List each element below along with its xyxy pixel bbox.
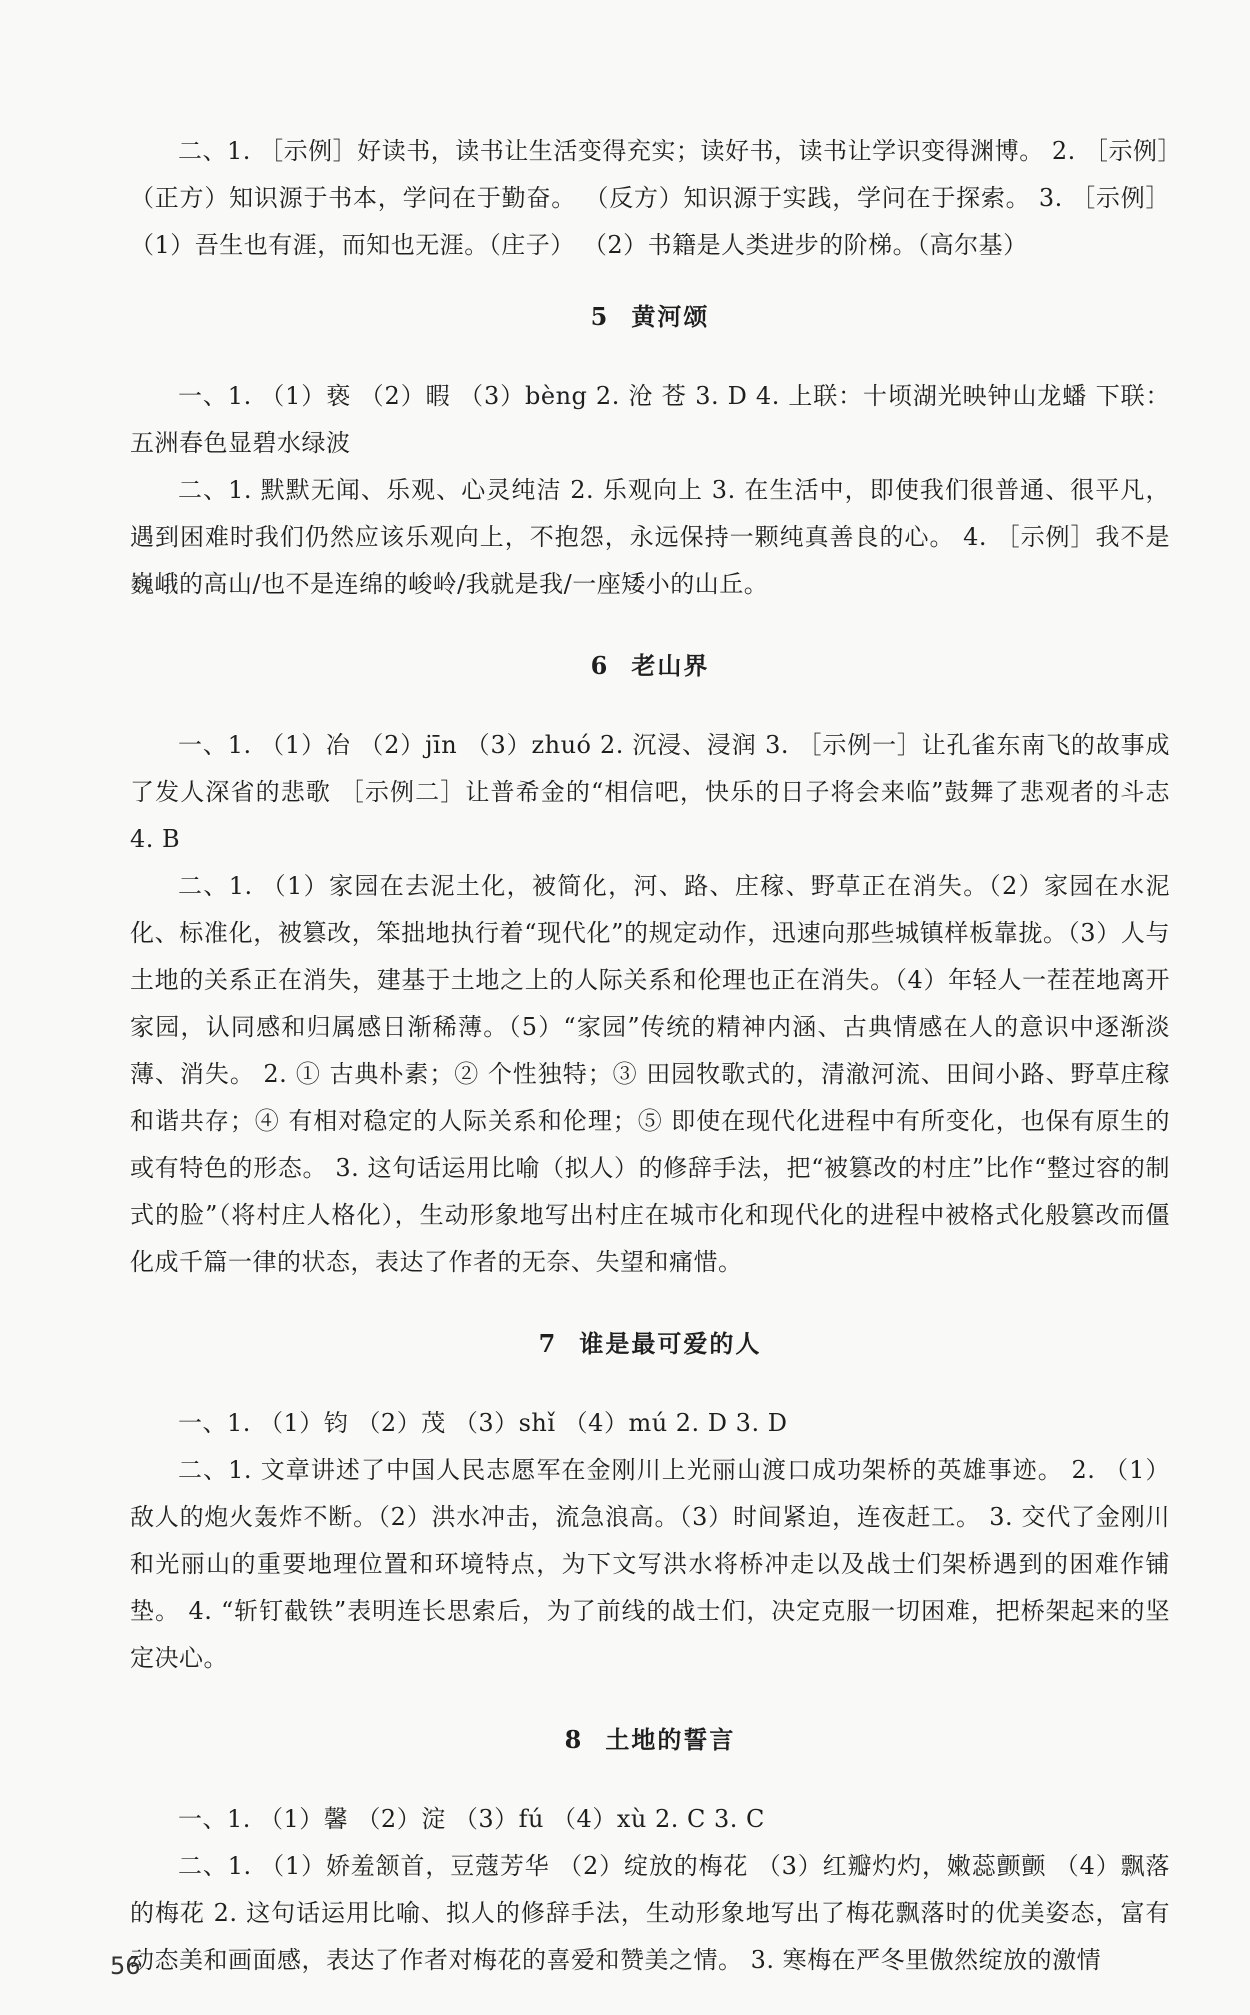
section-title-text: 土地的誓言 [605,1725,736,1754]
paragraph: 二、1. （1）娇羞颔首，豆蔻芳华 （2）绽放的梅花 （3）红瓣灼灼，嫩蕊颤颤 （4）飘落的梅花 2. 这句话运用比喻、拟人的修辞手法，生动形象地写出了梅花飘落时的优美姿态，富有动态美和画面感，表达了作者对梅花的喜爱和赞美之情。 3. 寒梅在严冬里傲然绽放的激情 [130,1852,1170,1974]
page-number: 56 [110,1952,141,1980]
section-number: 6 [590,651,610,680]
section-title-text: 谁是最可爱的人 [579,1329,762,1358]
paragraph: 一、1. （1）馨 （2）淀 （3）fú （4）xù 2. C 3. C [178,1805,765,1833]
page-content [130,128,1170,1984]
paragraph: 一、1. （1）钧 （2）茂 （3）shǐ （4）mú 2. D 3. D [178,1409,788,1437]
section-title-text: 老山界 [631,651,710,680]
section-title [130,1320,1170,1367]
paragraph: 一、1. （1）冶 （2）jīn （3）zhuó 2. 沉浸、浸润 3. ［示例一］让孔雀东南飞的故事成了发人深省的悲歌 ［示例二］让普希金的“相信吧，快乐的日子将会来临”鼓舞了悲观者的斗志 4. B [130,731,1170,853]
section-title [130,642,1170,689]
section-title [130,1716,1170,1763]
section-title-text: 黄河颂 [631,302,710,331]
section-number: 5 [590,302,610,331]
section-number: 7 [538,1329,558,1358]
paragraph: 一、1. （1）亵 （2）暇 （3）bèng 2. 沧 苍 3. D 4. 上联：十顷湖光映钟山龙蟠 下联：五洲春色显碧水绿波 [130,382,1170,457]
paragraph: 二、1. 默默无闻、乐观、心灵纯洁 2. 乐观向上 3. 在生活中，即使我们很普通、很平凡，遇到困难时我们仍然应该乐观向上，不抱怨，永远保持一颗纯真善良的心。 4. ［示例］我不是巍峨的高山/也不是连绵的峻岭/我就是我/一座矮小的山丘。 [130,476,1170,598]
section-title [130,293,1170,340]
paragraph: 二、1. ［示例］好读书，读书让生活变得充实；读好书，读书让学识变得渊博。 2. ［示例］（正方）知识源于书本，学问在于勤奋。 （反方）知识源于实践，学问在于探索。 3. ［示例］（1）吾生也有涯，而知也无涯。（庄子） （2）书籍是人类进步的阶梯。（高尔基） [130,137,1170,259]
paragraph: 二、1. （1）家园在去泥土化，被简化，河、路、庄稼、野草正在消失。（2）家园在水泥化、标准化，被篡改，笨拙地执行着“现代化”的规定动作，迅速向那些城镇样板靠拢。（3）人与土地的关系正在消失，建基于土地之上的人际关系和伦理也正在消失。（4）年轻人一茬茬地离开家园，认同感和归属感日渐稀薄。（5）“家园”传统的精神内涵、古典情感在人的意识中逐渐淡薄、消失。 2. ① 古典朴素；② 个性独特；③ 田园牧歌式的，清澈河流、田间小路、野草庄稼和谐共存；④ 有相对稳定的人际关系和伦理；⑤ 即使在现代化进程中有所变化，也保有原生的或有特色的形态。 3. 这句话运用比喻（拟人）的修辞手法，把“被篡改的村庄”比作“整过容的制式的脸”（将村庄人格化），生动形象地写出村庄在城市化和现代化的进程中被格式化般篡改而僵化成千篇一律的状态，表达了作者的无奈、失望和痛惜。 [130,872,1170,1276]
section-number: 8 [564,1725,584,1754]
paragraph: 二、1. 文章讲述了中国人民志愿军在金刚川上光丽山渡口成功架桥的英雄事迹。 2. （1）敌人的炮火轰炸不断。（2）洪水冲击，流急浪高。（3）时间紧迫，连夜赶工。 3. 交代了金刚川和光丽山的重要地理位置和环境特点，为下文写洪水将桥冲走以及战士们架桥遇到的困难作铺垫。 4. “斩钉截铁”表明连长思索后，为了前线的战士们，决定克服一切困难，把桥架起来的坚定决心。 [130,1456,1170,1672]
